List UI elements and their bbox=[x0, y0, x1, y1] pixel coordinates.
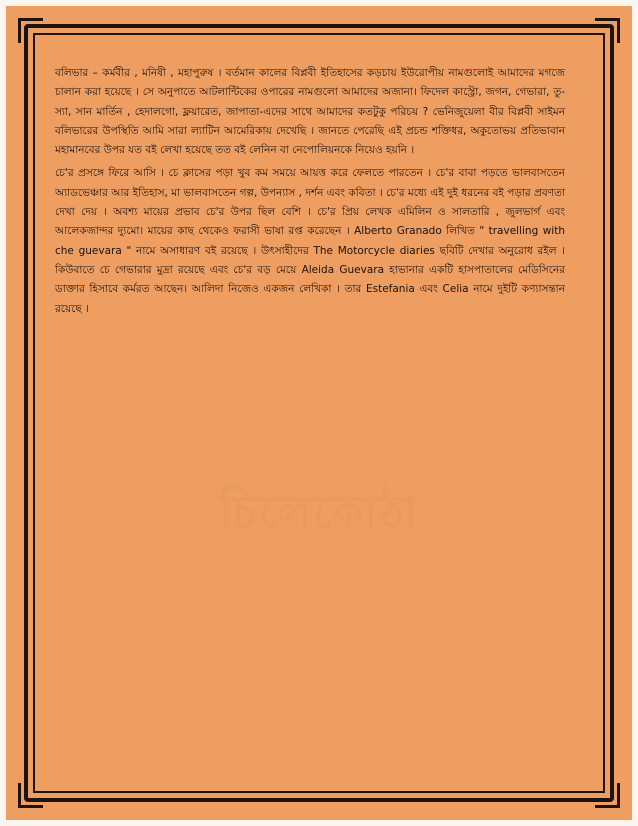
border-corner-ornament bbox=[595, 783, 620, 808]
border-corner-ornament bbox=[595, 18, 620, 43]
article-body bbox=[55, 64, 565, 323]
border-corner-ornament bbox=[18, 18, 43, 43]
watermark-text: চিলেকোঠা bbox=[218, 485, 420, 539]
paragraph-bolivar: বলিভার – কর্মবীর , মনিষী , মহাপুরুষ । বর্তমান কালের বিপ্লবী ইতিহাসের কড়চায় ইউরোপীয় নামগুলোই আমাদের মগজে চালান করা হয়েছে । সে অনুপাতে আটলান্টিকের ওপারের নামগুলো আমাদের অজানা। ফিদেল কাস্ট্রো, জগন, গেভারা, তু-স্যা, সান মার্তিন , হেদালগো, ফ্লয়ারেত, জাপাতা-এদের সাথে আমাদের কতটুকু পরিচয় ? ভেনিজুয়েলা বীর বিপ্লবী সাইমন বলিভারের উপস্থিতি আমি সারা ল্যাটিন আমেরিকায় দেখেছি । জানতে পেরেছি এই প্রচন্ড শক্তিধর, অকুতোভয় প্রতিভাবান মহামানবের উপর যত বই লেখা হয়েছে তত বই লেনিন বা নেপোলিয়নকে নিয়েও হয়নি । bbox=[55, 67, 565, 157]
border-corner-ornament bbox=[18, 783, 43, 808]
paragraph-che: চে'র প্রসঙ্গে ফিরে আসি । চে ক্লাসের পড়া খুব কম সময়ে আয়ত্ত করে ফেলতে পারতেন । চে'র বাবা পড়তে ভালবাসতেন অ্যাডভেঞ্চার আর ইতিহাস, মা ভালবাসতেন গল্প, উপন্যাস , দর্শন এবং কবিতা । চে'র মধ্যে এই দুই ধরনের বই পড়ার প্রবণতা দেখা দেয় । অবশ্য মায়ের প্রভাব চে'র উপর ছিল বেশি । চে'র প্রিয় লেখক এমিলিন ও সালতারি , জুলভার্গ এবং আলেকজান্দর দ্যুমো। মায়ের কাছ থেকেও ফরাসী ভাষা রপ্ত করেছেন । Alberto Granado লিখিত " travelling with che guevara " নামে অসাধারণ বই রয়েছে । উৎসাহীদের The Motorcycle diaries ছবিটি দেখার অনুরোধ রইল । কিউবাতে চে গেভারার মুদ্রা রয়েছে এবং চে'র বড় মেয়ে Aleida Guevara হাভানার একটি হাসপাতালের মেডিসিনের ডাক্তার হিসাবে কর্মরত আছেন। আলিদা নিজেও একজন লেখিকা । তার Estefania এবং Celia নামে দুইটি কণ্যাসন্তান রয়েছে । bbox=[55, 167, 565, 315]
